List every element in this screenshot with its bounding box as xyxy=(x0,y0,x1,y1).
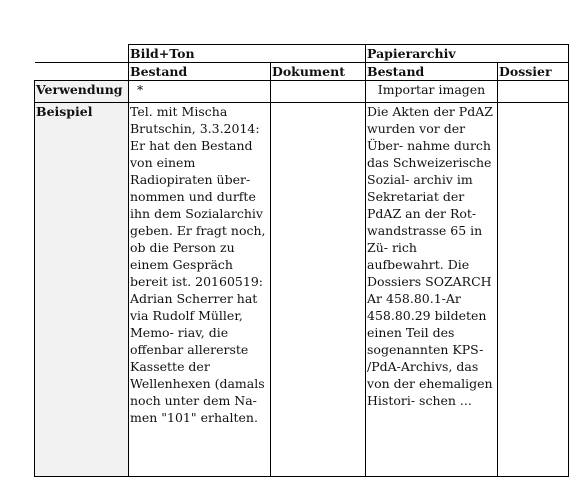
empty-corner-cell xyxy=(35,45,129,63)
column-header-dossier: Dossier xyxy=(498,63,569,81)
cell-beispiel-dossier xyxy=(498,103,569,477)
column-header-row xyxy=(35,63,569,81)
group-header-bild-ton: Bild+Ton xyxy=(129,45,366,63)
cell-beispiel-papier-bestand: Die Akten der PdAZ wurden vor der Über- nahme durch das Schweizerische Sozial- archiv im Sekretariat der PdAZ an der Rot- wandstrasse 65 in Zü- rich aufbewahrt. Die Dossiers SOZARCH Ar 458.80.1-Ar 458.80.29 bildeten einen Teil des sogenannten KPS- /PdA-Archivs, das von der ehemaligen Histori- schen ... xyxy=(366,103,498,477)
cell-verwendung-dossier xyxy=(498,81,569,103)
cell-verwendung-papier-bestand: Importar imagen xyxy=(366,81,498,103)
archive-table xyxy=(34,44,569,477)
empty-corner-cell-2 xyxy=(35,63,129,81)
column-header-dokument: Dokument xyxy=(271,63,366,81)
column-header-bestand-bild-ton: Bestand xyxy=(129,63,271,81)
cell-beispiel-bild-ton-bestand: Tel. mit Mischa Brutschin, 3.3.2014: Er hat den Bestand von einem Radiopiraten über- nommen und durfte ihn dem Sozialarchiv geben. Er fragt noch, ob die Person zu einem Gespräch bereit ist. 20160519: Adrian Scherrer hat via Rudolf Müller, Memo- riav, die offenbar allererste Kassette der Wellenhexen (damals noch unter dem Na- men "101" erhalten. xyxy=(129,103,271,477)
cell-verwendung-bild-ton-bestand: * xyxy=(129,81,271,103)
table-row-beispiel xyxy=(35,103,569,477)
column-header-bestand-papierarchiv: Bestand xyxy=(366,63,498,81)
group-header-papierarchiv: Papierarchiv xyxy=(366,45,569,63)
row-label-verwendung: Verwendung xyxy=(35,81,129,103)
group-header-row xyxy=(35,45,569,63)
cell-beispiel-dokument xyxy=(271,103,366,477)
row-label-beispiel: Beispiel xyxy=(35,103,129,477)
cell-verwendung-dokument xyxy=(271,81,366,103)
table-row-verwendung xyxy=(35,81,569,103)
